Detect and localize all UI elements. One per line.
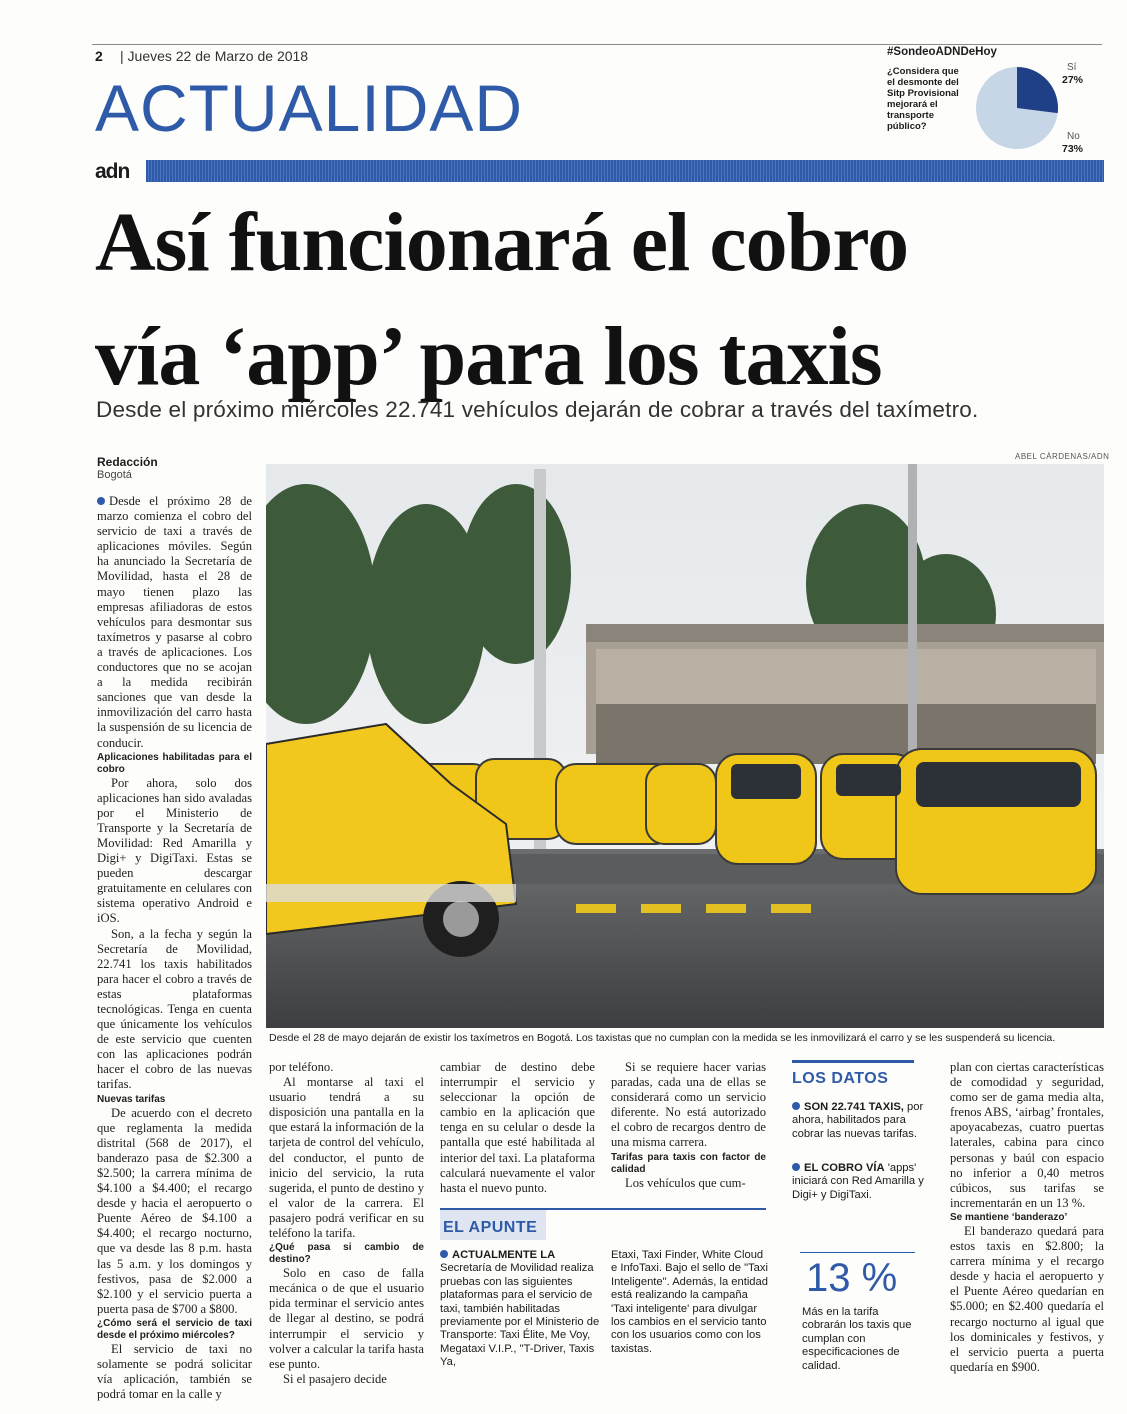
light-pole: [908, 464, 917, 754]
paragraph: plan con ciertas características de comodidad y seguridad, como ser de gama media alta, frenos ABS, ‘airbag’ frontales, apoyacabezas, cuatro puertas laterales, cabina para cinco personas y baúl con espacio no inferior a 0,40 metros cúbicos, sus tarifas se incrementarán en un 13 %.: [950, 1060, 1104, 1210]
datos-item-1: SON 22.741 TAXIS, por ahora, habilitados para cobrar las nuevas tarifas.: [792, 1101, 924, 1140]
poll-no-value: 73%: [1062, 143, 1084, 155]
paragraph: Por ahora, solo dos aplicaciones han sido avaladas por el Ministerio de Transporte y la Secretaría de Movilidad: Red Amarilla y Digi+ y DigiTaxi. Estas se pueden descargar gratuitamente en celulares con sistema operativo Android e iOS.: [97, 775, 252, 926]
dateline-city: Bogotá: [97, 469, 132, 481]
apunte-title: EL APUNTE: [443, 1219, 538, 1236]
bullet-dot-icon: [97, 497, 105, 505]
page-number: 2: [95, 48, 103, 64]
paragraph: cambiar de destino debe interrumpir el servicio y seleccionar la opción de cambio en la aplicación que tenga en su celular o desde la pantalla que esté habilitada al interior del taxi. La plataforma calculará nuevamente el valor hasta el nuevo punto.: [440, 1060, 595, 1195]
apunte-text-b: Etaxi, Taxi Finder, White Cloud e InfoTaxi. Bajo el sello de "Taxi Inteligente". Además, la entidad está realizando la campaña 'Taxi inteligente' para divulgar los cambios en el servicio tanto con los usuarios como con los taxistas.: [611, 1249, 768, 1355]
pie-slice-si: [1017, 67, 1058, 113]
brand-bar: [146, 160, 1104, 182]
subheadline: Desde el próximo miércoles 22.741 vehículos dejarán de cobrar a través del taxímetro.: [96, 397, 979, 422]
datos-title: LOS DATOS: [792, 1070, 889, 1087]
article-photo: [266, 464, 1104, 1028]
datos-rule: [792, 1060, 914, 1063]
paragraph: De acuerdo con el decreto que reglamenta la medida distrital (568 de 2017), el banderazo pasa de $2.300 a $2.500; la carrera mínima de $4.100 a $4.400; el recargo desde y hacia el aeropuerto o Puente Aéreo de $4.100 a $4.400; el recargo nocturno, que va desde las 8 p.m. hasta las 5 a.m. y los domingos y festivos, pasa de $2.000 a $2.100 y el servicio puerta a puerta pasa de $700 a $800.: [97, 1105, 252, 1316]
adn-logo: adn: [95, 160, 130, 183]
subheading: ¿Cómo será el servicio de taxi desde el próximo miércoles?: [97, 1317, 252, 1341]
publication-date: | Jueves 22 de Marzo de 2018: [120, 48, 309, 64]
paragraph: El servicio de taxi no solamente se podrá solicitar vía aplicación, también se podrá tomar en la calle y: [97, 1341, 252, 1402]
stat-rule: [800, 1252, 915, 1253]
headline-line-1: Así funcionará el cobro: [95, 196, 909, 289]
paragraph: Desde el próximo 28 de marzo comienza el cobro del servicio de taxi a través de aplicaciones móviles. Según ha anunciado la Secretaría de Movilidad, hasta el 28 de mayo tienen plazo las empresas afiliadoras de estos vehículos para desmontar sus taxímetros y pasarse al cobro a través de aplicaciones. Los conductores que no se acojan a la medida recibirán sanciones que van desde la inmovilización del carro hasta la suspensión de su licencia de conducir.: [97, 494, 252, 750]
bullet-dot-icon: [440, 1250, 448, 1258]
datos-item-2: EL COBRO VÍA 'apps' iniciará con Red Amarilla y Digi+ y DigiTaxi.: [792, 1162, 924, 1201]
headline-line-2: vía ‘app’ para los taxis: [95, 310, 882, 403]
subheading: Nuevas tarifas: [97, 1093, 166, 1105]
poll-pie-chart: [975, 66, 1059, 150]
article-column-1: [97, 494, 252, 1402]
paragraph: por teléfono.: [269, 1060, 334, 1074]
subheading: ¿Qué pasa si cambio de destino?: [269, 1242, 424, 1266]
headline: [95, 186, 1110, 414]
paragraph: El banderazo quedará para estos taxis en $2.800; la carrera mínima y el recargo desde y hacia el aeropuerto y el Puente Aéreo quedarían en $5.000; en $2.400 quedaría el recargo nocturno al igual que los dominicales y festivos, y el servicio puerta a puerta quedaría en $900.: [950, 1223, 1104, 1374]
photo-caption: Desde el 28 de mayo dejarán de existir los taxímetros en Bogotá. Los taxistas que no cumplan con la medida se les inmovilizará el carro y se les suspenderá su licencia.: [269, 1032, 1056, 1044]
byline: Redacción: [97, 455, 158, 469]
subheading: Aplicaciones habilitadas para el cobro: [97, 751, 252, 775]
apunte-text-a: ACTUALMENTE LA Secretaría de Movilidad realiza pruebas con las siguientes plataformas para el servicio de taxi, también habilitadas previamente por el Ministerio de Transporte: Taxi Élite, Me Voy, Megataxi V.I.P., "T-Driver, Taxis Ya,: [440, 1249, 600, 1369]
top-rule: [92, 44, 1102, 45]
stat-value: 13 %: [806, 1256, 898, 1300]
bullet-dot-icon: [792, 1102, 800, 1110]
paragraph: Solo en caso de falla mecánica o de que el usuario pida terminar el servicio antes de llegar al destino, se podrá interrumpir el servicio y volver a calcular la tarifa hasta ese punto.: [269, 1266, 424, 1371]
paragraph: Si se requiere hacer varias paradas, cada una de ellas se considerará como un servicio diferente. No está autorizado el cobro de recargos dentro de una misma carrera.: [611, 1060, 766, 1150]
paragraph: Son, a la fecha y según la Secretaría de Movilidad, 22.741 los taxis habilitados para hacer el cobro a través de estas plataformas tecnológicas. Tenga en cuenta que únicamente los vehículos de este servicio que cuenten con las aplicaciones podrán hacer el cobro de las nuevas tarifas.: [97, 926, 252, 1092]
poll-question: ¿Considera que el desmonte del Sitp Provisional mejorará el transporte público?: [887, 66, 959, 132]
article-column-6: [950, 1060, 1104, 1375]
bullet-dot-icon: [792, 1163, 800, 1171]
photo-credit: ABEL CÁRDENAS/ADN: [1015, 452, 1110, 461]
article-column-2: [269, 1060, 424, 1387]
section-title: ACTUALIDAD: [95, 71, 524, 145]
poll-si-value: 27%: [1062, 74, 1084, 86]
poll-tag: #SondeoADNDeHoy: [887, 46, 997, 58]
article-column-4: [611, 1060, 766, 1191]
paragraph: Los vehículos que cum-: [625, 1175, 746, 1190]
subheading: Tarifas para taxis con factor de calidad: [611, 1151, 766, 1175]
poll-si-label: Sí: [1067, 62, 1077, 73]
paragraph: Si el pasajero decide: [283, 1371, 387, 1386]
paragraph: Al montarse al taxi el usuario tendrá a su disposición una pantalla en la que estará la información de la tarjeta de control del vehículo, del conductor, el punto de inicio del servicio, la ruta sugerida, el punto de destino y el valor de la carrera. El pasajero podrá verificar en su teléfono la tarifa.: [269, 1075, 424, 1241]
article-column-3: [440, 1060, 595, 1196]
stat-text: Más en la tarifa cobrarán los taxis que cumplan con especificaciones de calidad.: [802, 1306, 912, 1372]
poll-no-label: No: [1067, 131, 1080, 142]
subheading: Se mantiene ‘banderazo’: [950, 1211, 1068, 1223]
